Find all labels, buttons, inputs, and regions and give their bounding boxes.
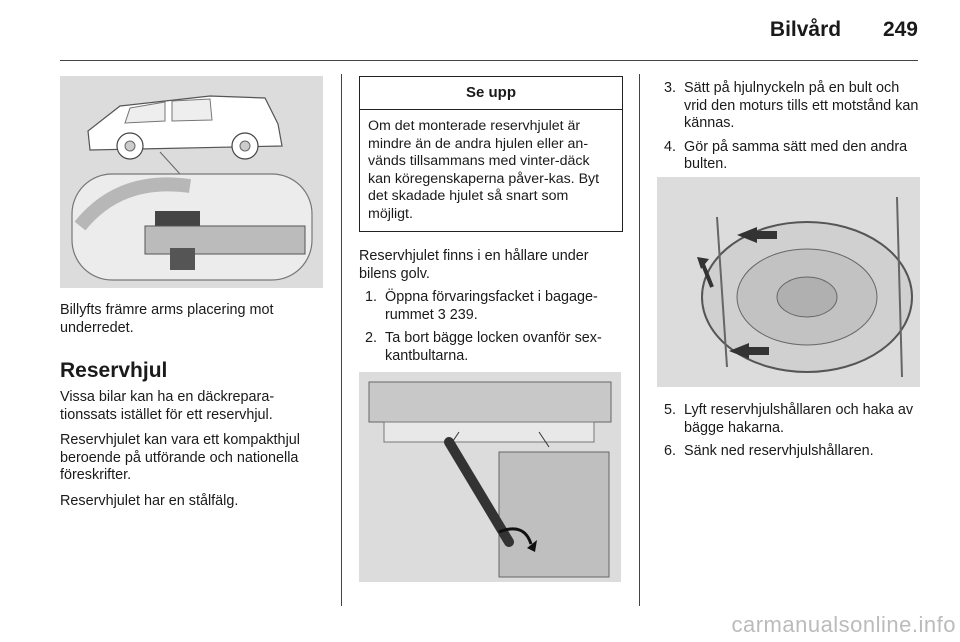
figure-caption: Billyfts främre arms placering mot underredet. bbox=[60, 302, 274, 336]
list-item: 6. Sänk ned reservhjulshållaren. bbox=[664, 443, 874, 459]
paragraph: Vissa bilar kan ha en däckrepara-tionssats istället för ett reservhjul. bbox=[60, 389, 275, 423]
list-item: 2. Ta bort bägge locken ovanför sex-kantbultarna. bbox=[365, 330, 602, 364]
list-item: 5. Lyft reservhjulshållaren och haka av bägge hakarna. bbox=[664, 402, 914, 436]
section-title: Bilvård bbox=[769, 18, 842, 41]
column-2-text bbox=[359, 248, 627, 371]
page-ref: 239. bbox=[449, 306, 478, 323]
column-3-text-a bbox=[658, 80, 924, 180]
section-heading: Reservhjul bbox=[60, 359, 168, 382]
page-ref-icon: 3 bbox=[437, 306, 446, 323]
header-rule bbox=[60, 60, 918, 61]
trunk-illustration bbox=[359, 372, 621, 582]
column-1-text bbox=[60, 302, 328, 518]
spare-wheel-illustration bbox=[657, 177, 920, 387]
warning-box bbox=[359, 76, 623, 232]
car-lift-illustration bbox=[60, 76, 323, 288]
paragraph: Reservhjulet finns i en hållare under bilens golv. bbox=[359, 248, 589, 282]
list-item: 4. Gör på samma sätt med den andra bulten. bbox=[664, 138, 908, 172]
step-list bbox=[359, 289, 627, 365]
paragraph: Reservhjulet har en stålfälg. bbox=[60, 492, 239, 509]
warning-text: Om det monterade reservhjulet är mindre än de andra hjulen eller an-vänds tillsammans med vinter-däck kan köregenskaperna påver-kas. Byt det skadade hjulet så snart som möjligt. bbox=[368, 118, 600, 222]
warning-title: Se upp bbox=[360, 77, 622, 110]
list-item: 3. Sätt på hjulnyckeln på en bult och vrid den moturs tills ett motstånd kan kännas. bbox=[664, 80, 919, 131]
column-3-text-b bbox=[658, 402, 924, 467]
watermark: carmanualsonline.info bbox=[731, 612, 956, 637]
page-header bbox=[770, 18, 918, 42]
page-number: 249 bbox=[882, 18, 918, 41]
step-list bbox=[658, 402, 924, 461]
paragraph: Reservhjulet kan vara ett kompakthjul beroende på utförande och nationella föreskrifter. bbox=[60, 432, 300, 483]
column-divider-2 bbox=[639, 74, 640, 606]
step-list bbox=[658, 80, 924, 174]
column-divider-1 bbox=[341, 74, 342, 606]
list-item: 1. Öppna förvaringsfacket i bagage-rummet 3 239. bbox=[365, 289, 598, 323]
